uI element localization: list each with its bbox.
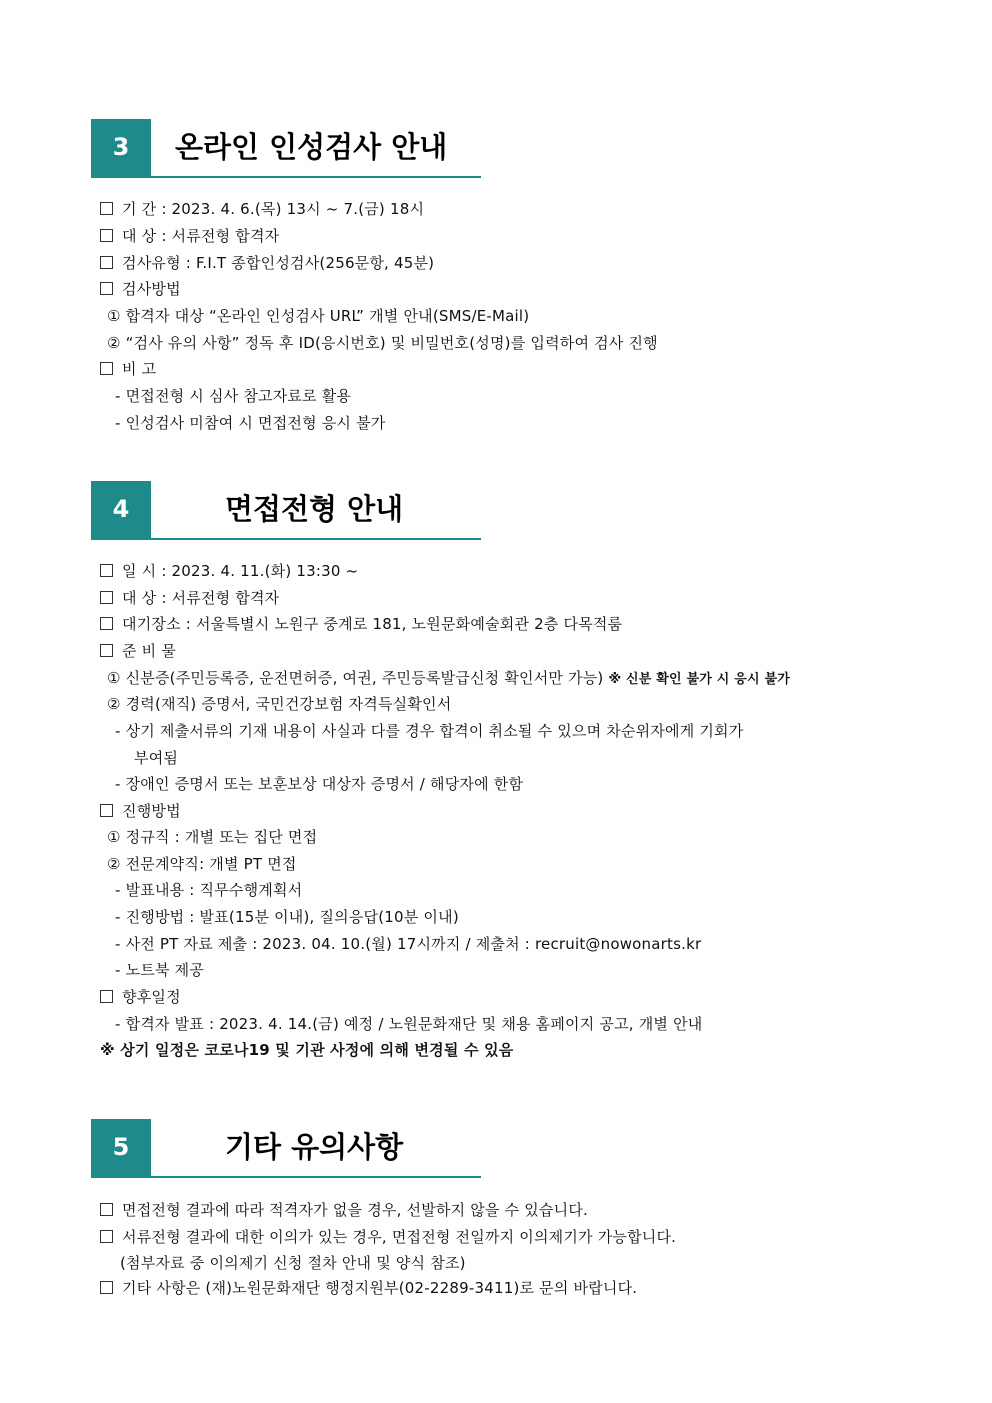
info-line: 검사방법 — [100, 279, 181, 299]
sub-item: ① 정규직 : 개별 또는 집단 면접 — [107, 828, 318, 846]
dash-item: - 발표내용 : 직무수행계획서 — [115, 881, 303, 899]
section-number: 3 — [91, 119, 151, 176]
sub-item: ① 합격자 대상 “온라인 인성검사 URL” 개별 안내(SMS/E-Mail) — [107, 307, 530, 325]
dash-item: - 합격자 발표 : 2023. 4. 14.(금) 예정 / 노원문화재단 및 채용 홈페이지 공고, 개별 안내 — [115, 1015, 703, 1033]
section-title: 면접전형 안내 — [225, 492, 404, 526]
dash-item: - 장애인 증명서 또는 보훈보상 대상자 증명서 / 해당자에 한함 — [115, 775, 524, 793]
sub-item: ② 경력(재직) 증명서, 국민건강보험 자격득실확인서 — [107, 695, 452, 713]
info-line: 검사유형 : F.I.T 종합인성검사(256문항, 45분) — [100, 253, 434, 273]
info-line: 대 상 : 서류전형 합격자 — [100, 226, 279, 246]
info-line: 향후일정 — [100, 987, 181, 1007]
info-line: 대 상 : 서류전형 합격자 — [100, 588, 279, 608]
dash-item-continued: 부여됨 — [134, 749, 179, 767]
info-line: 서류전형 결과에 대한 이의가 있는 경우, 면접전형 전일까지 이의제기가 가능합니다. — [100, 1227, 676, 1247]
dash-item: - 진행방법 : 발표(15분 이내), 질의응답(10분 이내) — [115, 908, 459, 926]
dash-item: - 인성검사 미참여 시 면접전형 응시 불가 — [115, 414, 386, 432]
info-line: 일 시 : 2023. 4. 11.(화) 13:30 ~ — [100, 561, 358, 581]
info-line: 준 비 물 — [100, 641, 176, 661]
info-line: 면접전형 결과에 따라 적격자가 없을 경우, 선발하지 않을 수 있습니다. — [100, 1200, 588, 1220]
info-line-continued: (첨부자료 중 이의제기 신청 절차 안내 및 양식 참조) — [120, 1254, 466, 1272]
dash-item: - 면접전형 시 심사 참고자료로 활용 — [115, 387, 352, 405]
info-line: 비 고 — [100, 359, 156, 379]
section-5-header — [91, 1119, 481, 1178]
section-number: 5 — [91, 1119, 151, 1176]
dash-item: - 사전 PT 자료 제출 : 2023. 04. 10.(월) 17시까지 / 제출처 : recruit@nowonarts.kr — [115, 935, 702, 953]
section-3-header — [91, 119, 481, 178]
section-title: 온라인 인성검사 안내 — [175, 130, 448, 164]
sub-item — [107, 668, 790, 690]
info-line: 기 간 : 2023. 4. 6.(목) 13시 ~ 7.(금) 18시 — [100, 199, 424, 219]
section-4-header — [91, 481, 481, 540]
sub-item: ② 전문계약직: 개별 PT 면접 — [107, 855, 297, 873]
info-line: 대기장소 : 서울특별시 노원구 중계로 181, 노원문화예술회관 2층 다목적룸 — [100, 614, 622, 634]
dash-item: - 상기 제출서류의 기재 내용이 사실과 다를 경우 합격이 취소될 수 있으며 차순위자에게 기회가 — [115, 722, 744, 740]
sub-item-text: ① 신분증(주민등록증, 운전면허증, 여권, 주민등록발급신청 확인서만 가능) — [107, 669, 604, 687]
section-number: 4 — [91, 481, 151, 538]
sub-item: ② “검사 유의 사항” 정독 후 ID(응시번호) 및 비밀번호(성명)를 입력하여 검사 진행 — [107, 334, 658, 352]
section-title: 기타 유의사항 — [225, 1130, 404, 1164]
warning-note: ※ 신분 확인 불가 시 응시 불가 — [608, 672, 790, 687]
info-line: 기타 사항은 (재)노원문화재단 행정지원부(02-2289-3411)로 문의 바랍니다. — [100, 1278, 637, 1298]
info-line: 진행방법 — [100, 801, 181, 821]
notice-line: ※ 상기 일정은 코로나19 및 기관 사정에 의해 변경될 수 있음 — [100, 1041, 514, 1059]
dash-item: - 노트북 제공 — [115, 961, 204, 979]
